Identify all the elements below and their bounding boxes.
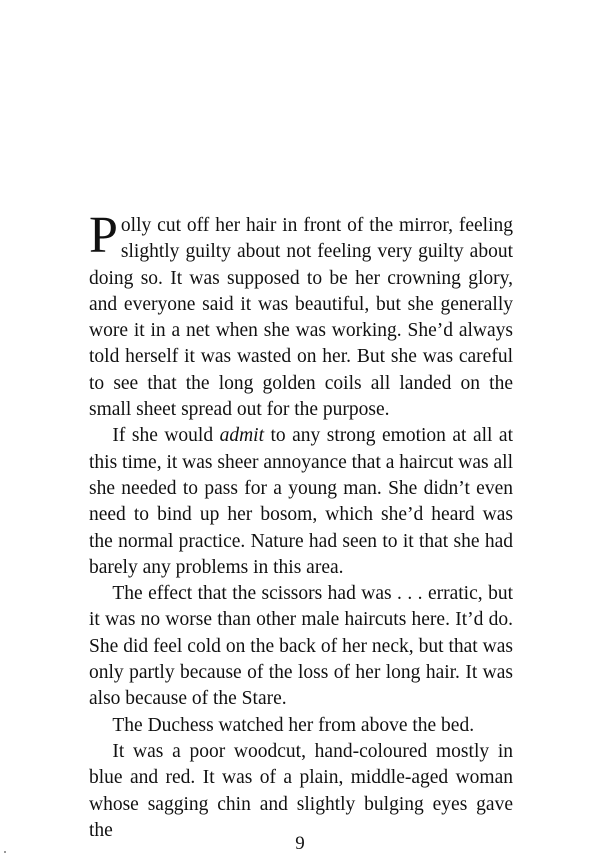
paragraph-5-text: It was a poor woodcut, hand-coloured mostly in blue and red. It was of a plain, middle-aged woman whose sagging chin and slightly bulging eyes gave the: [89, 740, 513, 841]
paragraph-2-after: to any strong emotion at all at this time, it was sheer annoyance that a haircut was all she needed to pass for a young man. She didn’t even need to bind up her bosom, which she’d heard was the normal practice. Nature had seen to it that she had barely any problems in this area.: [89, 425, 513, 578]
emphasis-admit: admit: [219, 425, 264, 447]
paragraph-3: [89, 581, 513, 712]
paragraph-5: [89, 739, 513, 844]
paragraph-4: [89, 713, 513, 739]
paragraph-4-text: The Duchess watched her from above the bed.: [112, 714, 475, 736]
paragraph-1-text: olly cut off her hair in front of the mirror, feeling slightly guilty about not feeling very guilty about doing so. It was supposed to be her crowning glory, and everyone said it was beautiful, but she generally wore it in a net when she was working. She’d always told herself it was wasted on her. But she was careful to see that the long golden coils all landed on the small sheet spread out for the purpose.: [89, 215, 513, 421]
paragraph-2-before: If she would: [112, 425, 220, 447]
body-text: [89, 207, 513, 844]
page-number: 9: [295, 833, 305, 854]
scan-mark: [4, 851, 6, 853]
paragraph-3-text: The effect that the scissors had was . . . erratic, but it was no worse than other male haircuts here. It’d do. She did feel cold on the back of her neck, but that was only partly because of the loss of her long hair. It was also because of the Stare.: [89, 583, 513, 710]
drop-cap: P: [89, 207, 118, 264]
paragraph-1: [89, 207, 513, 423]
paragraph-2: [89, 423, 513, 581]
